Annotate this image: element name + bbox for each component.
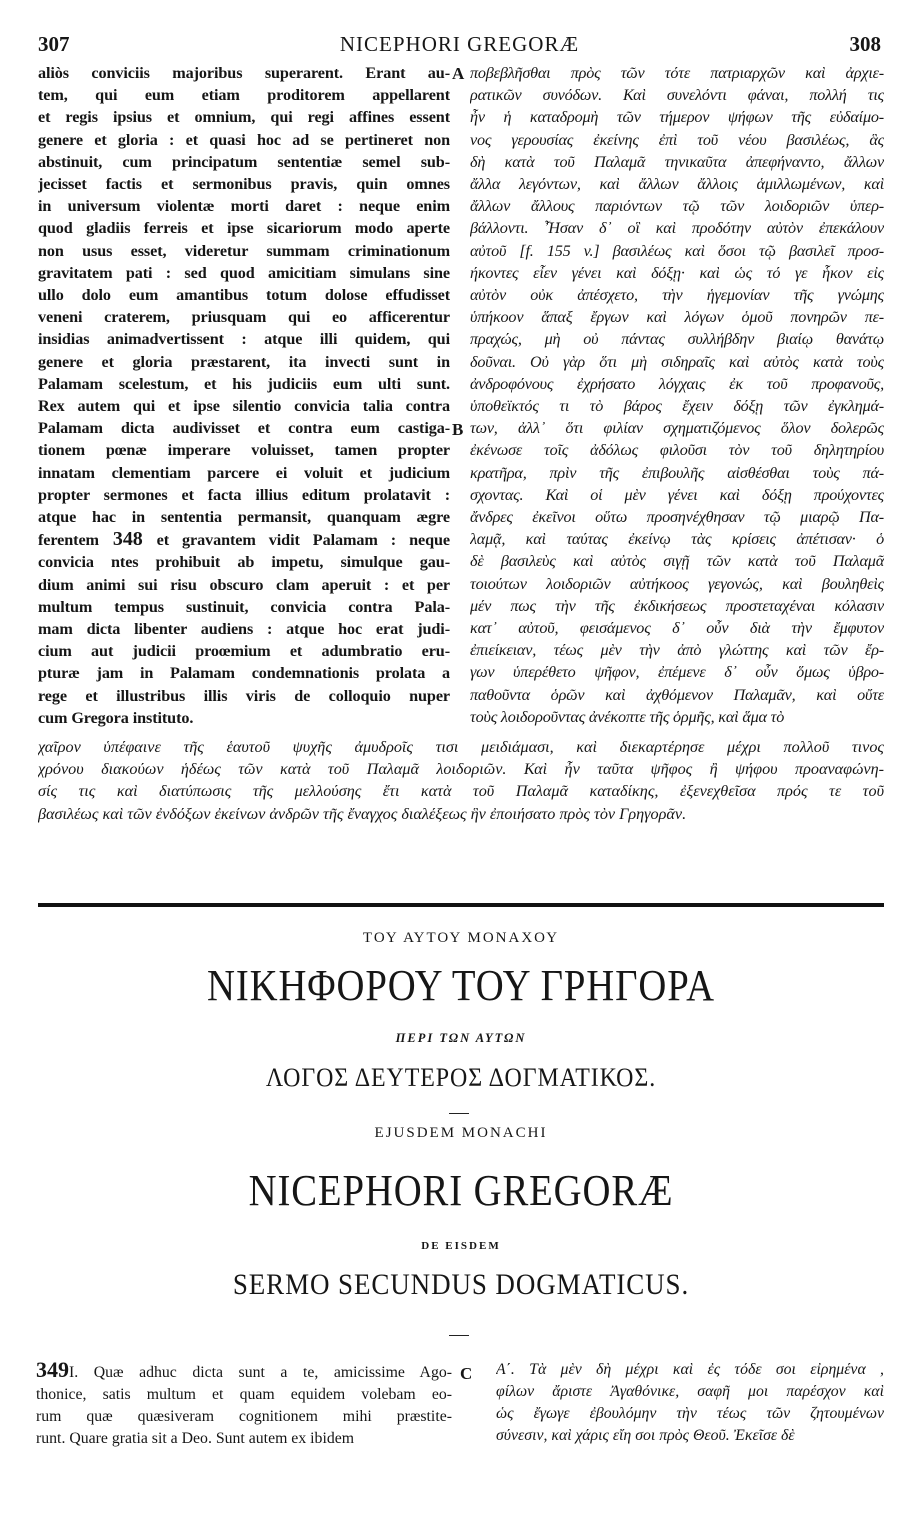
latin-subtitle-de-eisdem: DE EISDEM bbox=[421, 1240, 501, 1252]
text-line: ἄλλα λεγόντων, καὶ ἄλλων ἄλλοις ἁμιλλωμένων, καὶ bbox=[470, 175, 884, 194]
text-line: ποβεβλῆσθαι πρὸς τῶν τότε πατριαρχῶν καὶ ἀρχιε- bbox=[470, 64, 884, 82]
text-line: Α΄. Τὰ μὲν δὴ μέχρι καὶ ἐς τόδε σοι εἰρημένα , bbox=[496, 1361, 884, 1378]
latin-column bbox=[38, 62, 450, 729]
text-line: ρατικῶν συνόδων. Καὶ συνελόντι φάναι, πολλή τις bbox=[470, 86, 884, 105]
text-line: χρόνου διακούων ἡδέως τῶν κατὰ τοῦ Παλαμᾶ λοιδοριῶν. Καὶ ἦν ταῦτα ψῆφος ἢ ψήφου προαναφώνη- bbox=[38, 760, 884, 779]
text-line: runt. Quare gratia sit a Deo. Sunt autem ex ibidem bbox=[36, 1430, 355, 1447]
text-line: δὴ κατὰ τοῦ Παλαμᾶ τηνικαῦτα ἀπεφήναντο, ἄλλων bbox=[470, 152, 884, 171]
text-line: genere et gloria : et quasi hoc ad se pertineret non bbox=[38, 130, 450, 149]
page-number-right: 308 bbox=[849, 32, 881, 56]
margin-letter-b: B bbox=[452, 420, 464, 439]
text-line: τοὺς λοιδοροῦντας ἀνέκοπτε τῆς ὁρμῆς, καὶ ἅμα τὸ bbox=[470, 707, 785, 726]
text-line: χαῖρον ὑπέφαινε τῆς ἑαυτοῦ ψυχῆς ἀμυδροῖς τισι μειδιάμασι, καὶ διεκαρτέρησε μέχρι πολλοῦ τινος bbox=[38, 738, 884, 756]
text-line: Palamam dicta audivisset et contra eum castiga- bbox=[38, 419, 450, 438]
text-line: λαμᾷ, καὶ ταύτας ἐκείνῳ τὰς κρίσεις ἀπέτισαν· ὁ bbox=[470, 530, 884, 549]
text-line: quod gladiis ferreis et ipse sicariorum modo aperte bbox=[38, 219, 450, 238]
greek-subtitle-monk: ΤΟΥ ΑΥΤΟΥ ΜΟΝΑΧΟΥ bbox=[362, 930, 560, 946]
text-line: tionem pœnæ imperare voluisset, tamen propter bbox=[38, 441, 450, 460]
text-line: των, ἀλλ᾽ ὅτι φιλίαν σχηματιζόμενος ὅλον δολερῶς bbox=[470, 419, 884, 438]
text-line: convicia ntes prohibuit ab impetu, simulque gau- bbox=[38, 553, 450, 572]
text-line: Palamam scelestum, et his judiciis eum ulti sunt. bbox=[38, 374, 450, 393]
text-line: δὲ βασιλεὺς καὶ αὐτὸς σιγῇ τῶν κατὰ τοῦ Παλαμᾶ bbox=[470, 552, 884, 571]
text-fragment: ferentem bbox=[38, 531, 99, 550]
text-line: φίλων ἄριστε Ἀγαθόνικε, σαφῆ μοι παρέσχον καὶ bbox=[496, 1383, 884, 1400]
latin-subtitle-monk: EJUSDEM MONACHI bbox=[374, 1125, 548, 1141]
text-line: rum quæ quæsiveram cognitionem mihi præstite- bbox=[36, 1408, 452, 1425]
text-line: αὐτὸν οὐκ ἀπέσχετο, τὴν ἡγεμονίαν τῆς γνώμης bbox=[470, 286, 884, 305]
text-line: innatam clementiam parcere ei voluit et judicium bbox=[38, 463, 450, 482]
page-number-left: 307 bbox=[38, 32, 70, 56]
text-line: σύνεσιν, καὶ χάρις εἴη σοι πρὸς Θεοῦ. Ἐκεῖσε δὲ bbox=[496, 1427, 795, 1444]
text-line: ἐπιείκειαν, τέως μὲν τὴν ἀπὸ γλώττης καὶ τῶν ἔρ- bbox=[470, 641, 884, 660]
text-line: multum tempus sustinuit, convicia contra Pala- bbox=[38, 597, 450, 616]
text-line: aliòs conviciis majoribus superarent. Erant au- bbox=[38, 64, 450, 82]
text-line: ἦν ἡ καταδρομὴ τῶν τήμερον ψήφων τῆς εὐδαίμο- bbox=[470, 108, 884, 127]
running-head bbox=[38, 32, 881, 58]
text-line: abstinuit, cum principatum sententiæ semel sub- bbox=[38, 152, 450, 171]
text-line: κατ᾽ αὐτοῦ, φεισάμενος δ᾽ οὖν διὰ τὴν ἔμφυτον bbox=[470, 619, 884, 638]
text-line: μέν πως τὴν τῆς ἐκδικήσεως προστεταχέναι κόλασιν bbox=[470, 596, 884, 615]
text-line: ἀνδροφόνους ἐχρήσατο λόγχαις ἐκ τοῦ προφανοῦς, bbox=[470, 374, 884, 393]
running-title: NICEPHORI GREGORÆ bbox=[339, 32, 580, 56]
text-line: tem, qui eum etiam proditorem appellarent bbox=[38, 86, 450, 105]
text-line: dium animi sui risu obscuro clam aperuit : et per bbox=[38, 575, 450, 594]
text-line: genere et gloria præstarent, ita invecti sunt in bbox=[38, 352, 450, 371]
text-line: veneni craterem, priusquam qui eo afficerentur bbox=[38, 308, 450, 327]
text-line: cum Gregora instituto. bbox=[38, 708, 194, 727]
latin-sermon-title: SERMO SECUNDUS DOGMATICUS. bbox=[232, 1268, 690, 1301]
text-line: γων ὑπερέθετο ψῆφον, ἐπέμενε δ᾽ οὖν ὅμως ὑβρο- bbox=[470, 663, 884, 682]
text-line: ὑποθεϊκτός τι τὸ βάρος ἔχειν δόξῃ τῶν ἐγκλημά- bbox=[470, 397, 884, 416]
text-line: βασιλέως καὶ τῶν ἐνδόξων ἐκείνων ἀνδρῶν τῆς ἔναγχος διαλέξεως ἣν ἐποιήσατο πρὸς τὸν Γρηγορᾶν. bbox=[38, 804, 687, 823]
greek-column bbox=[470, 62, 884, 728]
greek-opening-column bbox=[496, 1359, 884, 1447]
text-line: pturæ jam in Palamam condemnationis prolata a bbox=[38, 664, 450, 683]
text-line: ήκοντες εἶεν γένει καὶ δόξῃ· καὶ ὡς τό γε ἧκον εἰς bbox=[470, 263, 884, 282]
text-fragment: I. Quæ adhuc dicta sunt a te, amicissime Ago- bbox=[69, 1364, 452, 1381]
text-line: βάλλοντι. Ἦσαν δ᾽ οἳ καὶ προδότην αὐτὸν ἐπεκάλουν bbox=[470, 219, 884, 238]
margin-letter-c: C bbox=[460, 1364, 473, 1383]
text-line: νος γερουσίας ἐκείνης ἐπὶ τοῦ νέου βασιλέως, ἃς bbox=[470, 130, 884, 149]
text-line: cium aut judicii proœmium et adumbratio eru- bbox=[38, 642, 450, 661]
text-line: κρατῆρα, πρὶν τῆς ἐπιβουλῆς αἰσθέσθαι τοὺς πά- bbox=[470, 463, 884, 482]
title-dash-1 bbox=[449, 1113, 469, 1114]
text-line: propter sermones et facta illius editum prolatavit : bbox=[38, 485, 450, 504]
text-line bbox=[36, 1359, 452, 1384]
text-line: thonice, satis multum et quam equidem volebam eo- bbox=[36, 1386, 452, 1403]
text-line: in universum violentæ morti daret : neque enim bbox=[38, 197, 450, 216]
text-line bbox=[38, 528, 450, 551]
text-line: mam dicta libenter audiens : atque hoc erat judi- bbox=[38, 620, 450, 639]
text-line: σίς τις καὶ διατύπωσις τῆς μελλούσης ἔτι κατὰ τοῦ Παλαμᾶ καταδίκης, ἐξενεχθεῖσα πρός τε τοῦ bbox=[38, 782, 884, 801]
text-line: et regis ipsius et omnium, qui regi affines essent bbox=[38, 108, 450, 127]
text-line: ὡς ἔγωγε ἐβουλόμην τὴν τέως τῶν ζητουμένων bbox=[496, 1405, 884, 1422]
text-line: δοῦναι. Οὐ γὰρ ὅτι μὴ σιδηραῖς καὶ αὐτὸς κατὰ τοὺς bbox=[470, 352, 884, 371]
greek-main-title: ΝΙΚΗΦΟΡΟΥ ΤΟΥ ΓΡΗΓΟΡΑ bbox=[206, 961, 716, 1010]
text-line: atque hac in sententia permansit, quanquam ægre bbox=[38, 508, 450, 527]
text-line: τοιούτων λοιδοριῶν αὐτήκοος γεγονώς, καὶ βουληθεὶς bbox=[470, 574, 884, 593]
title-dash-2 bbox=[449, 1335, 469, 1336]
text-line: Rex autem qui et ipse silentio convicia talia contra bbox=[38, 397, 450, 416]
column-number-marker: 348 bbox=[98, 528, 157, 551]
text-line: αὐτοῦ [f. 155 v.] βασιλέως καὶ ὅσοι τῷ βασιλεῖ προσ- bbox=[470, 241, 884, 260]
text-line: jecisset factis et sermonibus pravis, quin omnes bbox=[38, 175, 450, 194]
text-line: ἄλλων ἄλλους παριόντων τῷ τῶν λοιδοριῶν ὑπερ- bbox=[470, 197, 884, 216]
latin-main-title: NICEPHORI GREGORÆ bbox=[248, 1166, 674, 1215]
greek-subtitle-peri: ΠΕΡΙ ΤΩΝ ΑΥΤΩΝ bbox=[395, 1031, 527, 1045]
text-line: ὑπήκοον ἅπαξ ἔργων καὶ λόγων ὁμοῦ πονηρῶν πε- bbox=[470, 308, 884, 327]
text-line: ἄνδρες ἐκεῖνοι οὕτω προσηνέχθησαν τῷ μιαρῷ Πα- bbox=[470, 508, 884, 527]
text-line: παθοῦντα ὁρῶν καὶ ἀχθόμενον Παλαμᾶν, καὶ οὔτε bbox=[470, 685, 884, 704]
text-line: non usus esset, videretur summam criminationum bbox=[38, 241, 450, 260]
text-line: rege et illustribus illis viris de colloquio nuper bbox=[38, 686, 450, 705]
text-line: ullo dolo eum amantibus totum dolose effudisset bbox=[38, 286, 450, 305]
text-line: πραχώς, μὴ οὐ πάντας συλλήβδην βιαίῳ θανάτῳ bbox=[470, 330, 884, 349]
text-line: ἐκένωσε τοῖς ἀδόλως φιλοῦσι τὸν τοῦ δηλητηρίου bbox=[470, 441, 884, 460]
greek-sermon-title: ΛΟΓΟΣ ΔΕΥΤΕΡΟΣ ΔΟΓΜΑΤΙΚΟΣ. bbox=[265, 1063, 657, 1092]
latin-opening-column bbox=[36, 1359, 452, 1450]
text-line: insidias animadvertissent : atque illi quidem, qui bbox=[38, 330, 450, 349]
text-fragment: et gravantem vidit Palamam : neque bbox=[156, 531, 450, 550]
margin-letter-a: A bbox=[452, 64, 465, 83]
column-number-marker: 349 bbox=[36, 1359, 69, 1382]
text-line: gravitatem pati : sed quod amicitiam simulans sine bbox=[38, 263, 450, 282]
section-divider bbox=[38, 903, 884, 907]
text-line: σχοντας. Καὶ οἱ μὲν γένει καὶ δόξῃ προύχοντες bbox=[470, 485, 884, 504]
greek-fullwidth-paragraph bbox=[38, 736, 884, 825]
